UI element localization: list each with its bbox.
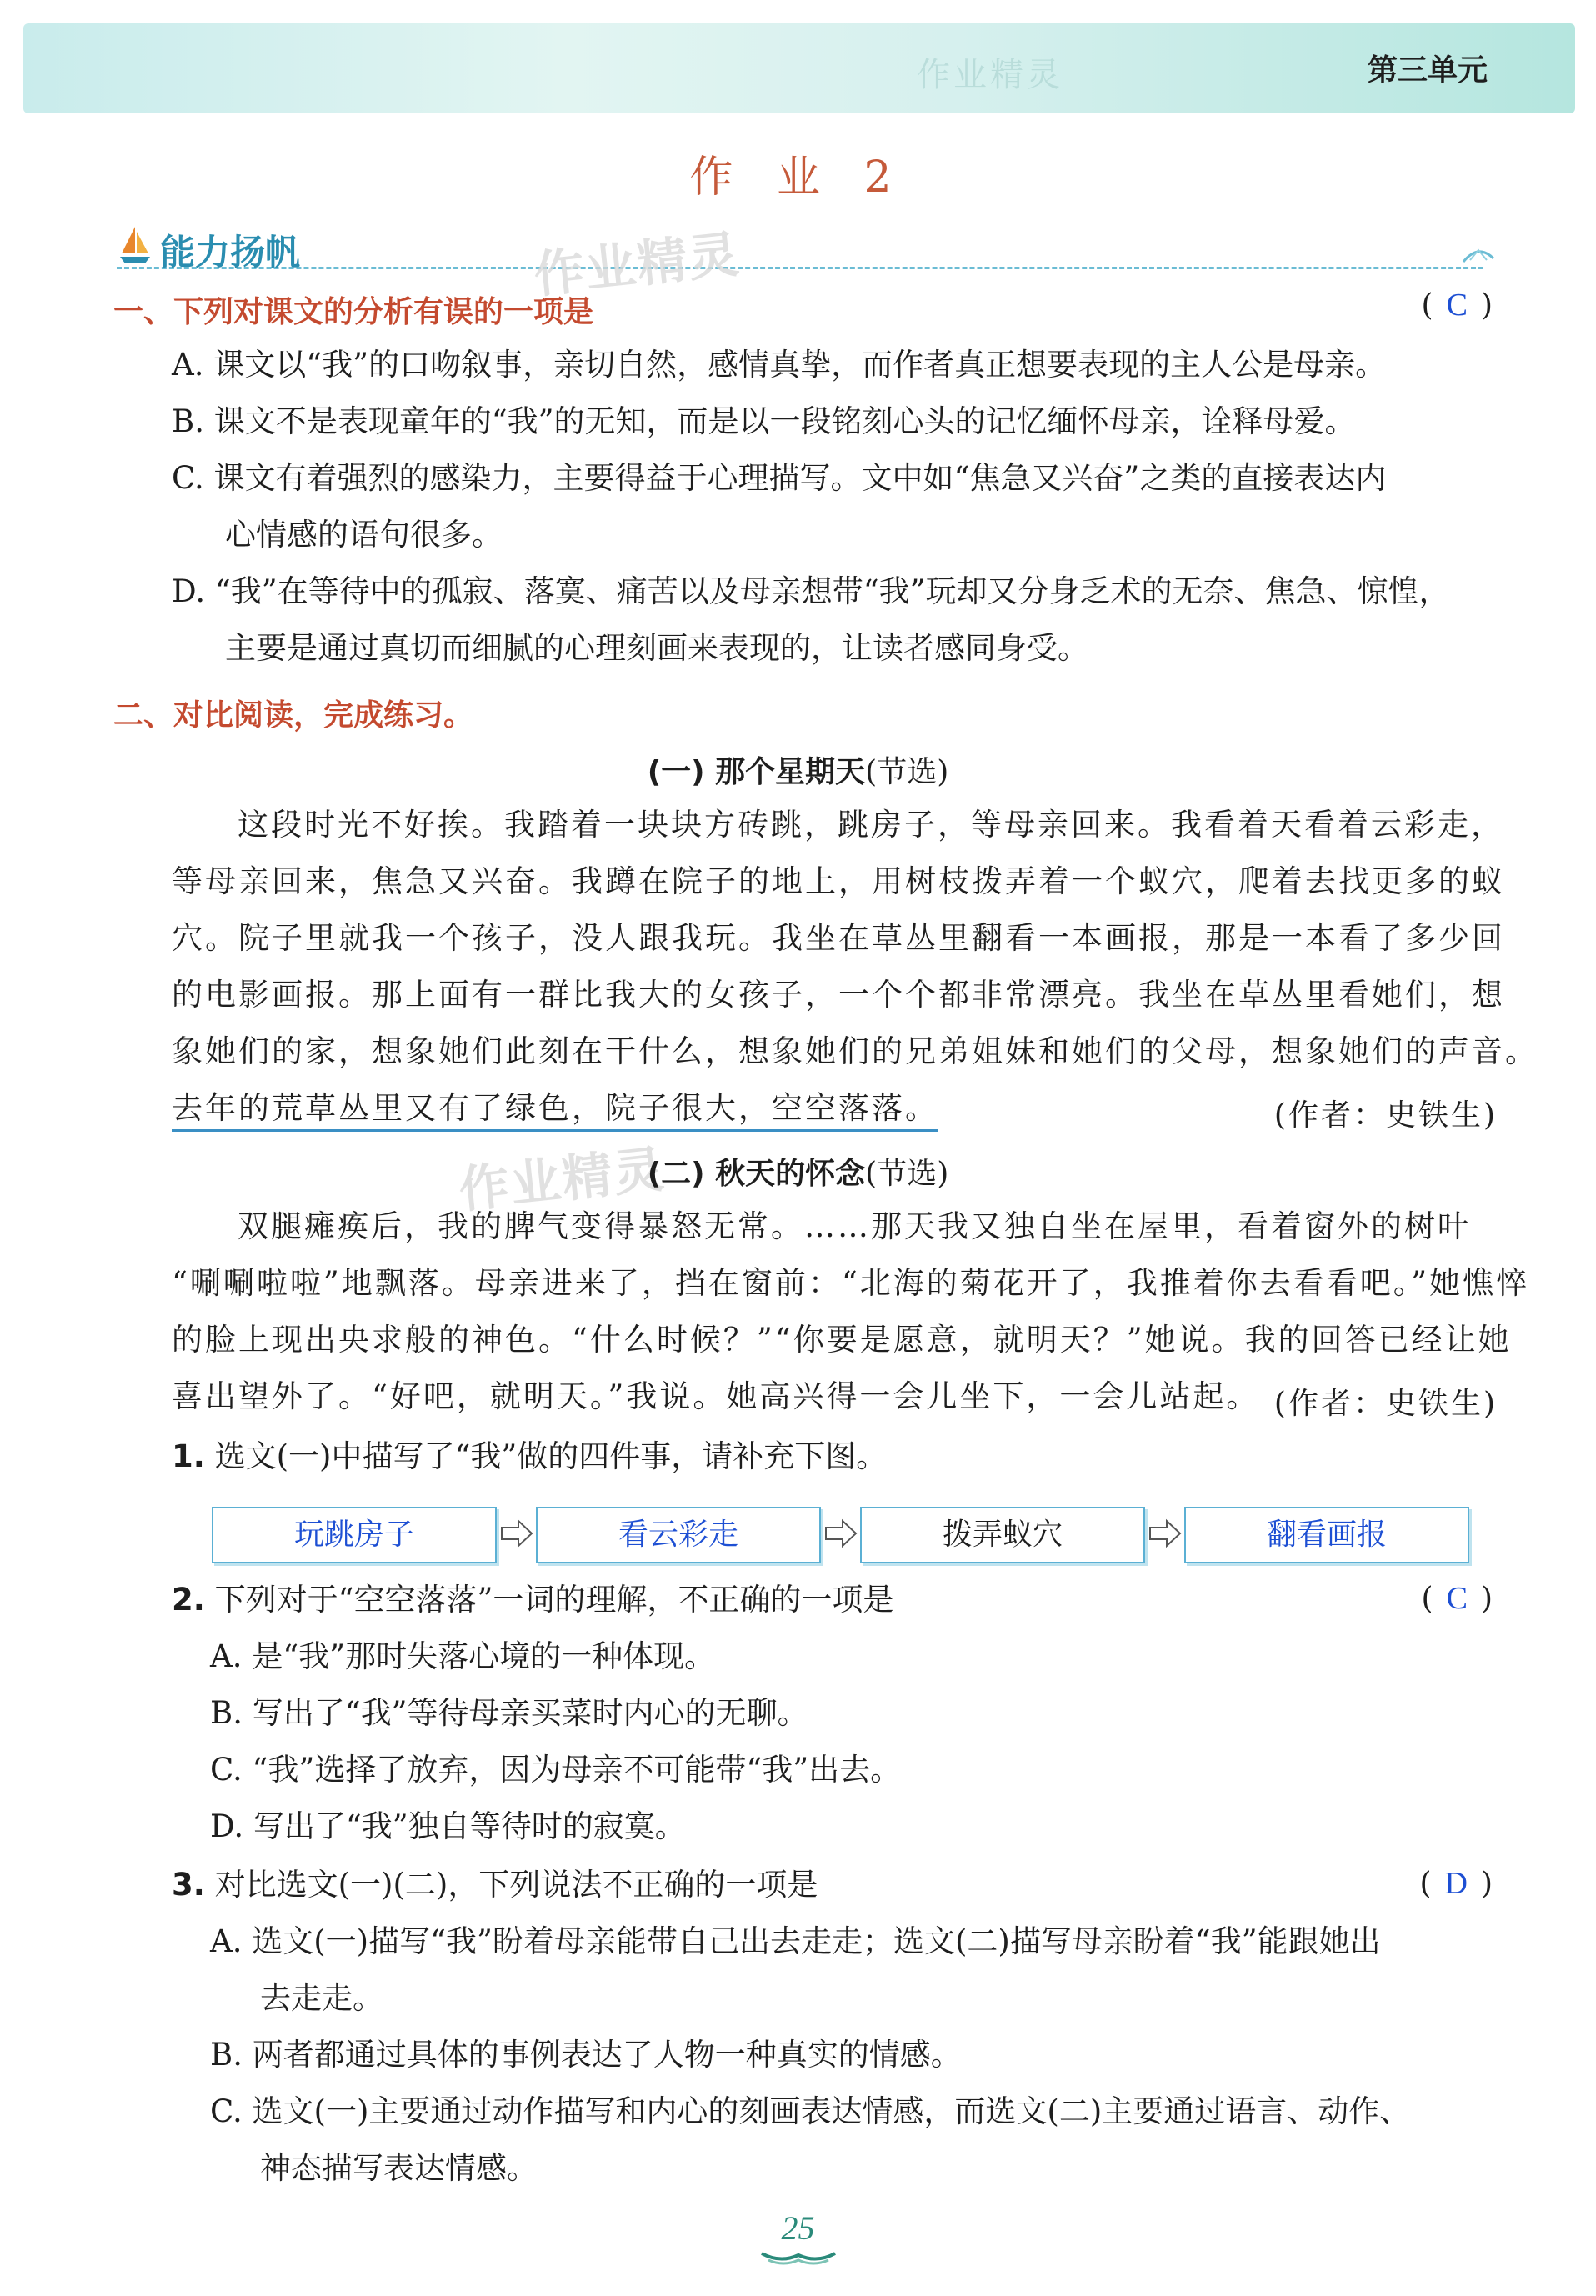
sub2-option: D. 写出了“我”独自等待时的寂寞。 [210,1808,686,1844]
passage1-line: 的电影画报。那上面有一群比我大的女孩子，一个个都非常漂亮。我坐在草丛里看她们，想 [172,977,1505,1013]
sub1-text: 选文(一)中描写了“我”做的四件事，请补充下图。 [214,1438,888,1474]
sub2-option: B. 写出了“我”等待母亲买菜时内心的无聊。 [210,1695,808,1731]
arrow-right-icon [824,1518,858,1548]
sub3-option: C. 选文(一)主要通过动作描写和内心的刻画表达情感，而选文(二)主要通过语言、动作、 [210,2093,1411,2129]
q1-option: D. “我”在等待中的孤寂、落寞、痛苦以及母亲想带“我”玩却又分身乏术的无奈、焦急、惊惶， [172,573,1450,609]
flow-box-3: 拨弄蚁穴 [860,1507,1145,1563]
passage2-line: 喜出望外了。“好吧，就明天。”我说。她高兴得一会儿坐下，一会儿站起。 [172,1378,1260,1414]
sub2-number: 2. [172,1582,205,1618]
passage2-author: (作者：史铁生) [1273,1387,1498,1421]
section-label: 能力扬帆 [160,232,301,273]
sub1-number: 1. [172,1438,205,1474]
sub2-answer-value: C [1446,1581,1473,1616]
sub2-text: 下列对于“空空落落”一词的理解，不正确的一项是 [214,1582,894,1618]
passage1-line: 这段时光不好挨。我踏着一块块方砖跳，跳房子，等母亲回来。我看着天看着云彩走， [238,807,1504,843]
flow-box-1: 玩跳房子 [212,1507,497,1563]
q1-option-cont: 心情感的语句很多。 [225,517,503,553]
section-heading [117,225,1483,273]
sub2-question [172,1577,893,1623]
q1-answer-value: C [1446,288,1473,323]
sub3-question [172,1862,818,1908]
passage1-line: 象她们的家，想象她们此刻在干什么，想象她们的兄弟姐妹和她们的父母，想象她们的声音。 [172,1033,1538,1069]
sub1-question [172,1433,887,1480]
page-number: 25 [781,2209,815,2247]
sub3-text: 对比选文(一)(二)，下列说法不正确的一项是 [214,1867,818,1903]
q1-title: 一、下列对课文的分析有误的一项是 [113,295,594,329]
header-watermark: 作业精灵 [917,56,1063,94]
q1-option: C. 课文有着强烈的感染力，主要得益于心理描写。文中如“焦急又兴奋”之类的直接表达内 [172,460,1387,496]
flow-box-2: 看云彩走 [536,1507,821,1563]
watermark: 作业精灵 [531,225,743,305]
sub3-option-cont: 神态描写表达情感。 [260,2150,538,2186]
arrow-right-icon [1148,1518,1182,1548]
sub3-option: A. 选文(一)描写“我”盼着母亲能带自己出去走走；选文(二)描写母亲盼着“我”能跟她出 [210,1923,1381,1959]
passage2-line: “唰唰啦啦”地飘落。母亲进来了，挡在窗前：“北海的菊花开了，我推着你去看看吧。”她憔悴 [172,1265,1530,1301]
sub2-option: A. 是“我”那时失落心境的一种体现。 [210,1638,716,1674]
passage2-line: 双腿瘫痪后，我的脾气变得暴怒无常。……那天我又独自坐在屋里，看着窗外的树叶 [238,1208,1471,1244]
q2-title: 二、对比阅读，完成练习。 [113,698,474,733]
passage2-title [0,1150,1596,1193]
book-icon [760,2250,837,2267]
arrow-right-icon [500,1518,533,1548]
passage2-title-text: (二) 秋天的怀念 [647,1157,866,1191]
q1-answer: ( C ) [1421,288,1498,323]
watermark: 作业精灵 [456,1140,668,1220]
underlined-phrase: 去年的荒草丛里又有了绿色，院子很大，空空落落。 [172,1090,938,1132]
passage1-author: (作者：史铁生) [1273,1098,1498,1133]
sub3-option: B. 两者都通过具体的事例表达了人物一种真实的情感。 [210,2037,962,2073]
passage1-note: (节选) [865,755,949,789]
passage2-note: (节选) [865,1157,949,1191]
q1-option-cont: 主要是通过真切而细腻的心理刻画来表现的，让读者感同身受。 [225,630,1088,666]
sub3-answer-value: D [1444,1866,1473,1901]
passage1-line: 等母亲回来，焦急又兴奋。我蹲在院子的地上，用树枝拨弄着一个蚁穴，爬着去找更多的蚁 [172,863,1505,899]
flow-box-4: 翻看画报 [1184,1507,1469,1563]
sub3-number: 3. [172,1867,205,1903]
header-band [23,23,1575,113]
homework-title: 作 业 2 [689,153,907,203]
passage1-line: 穴。院子里就我一个孩子，没人跟我玩。我坐在草丛里翻看一本画报，那是一本看了多少回 [172,920,1505,956]
q1-option: B. 课文不是表现童年的“我”的无知，而是以一段铭刻心头的记忆缅怀母亲，诠释母爱。 [172,403,1356,439]
sub3-option-cont: 去走走。 [260,1980,383,2016]
sub3-answer: ( D ) [1419,1866,1498,1901]
swoosh-icon [1462,240,1495,265]
unit-label: 第三单元 [1367,53,1488,88]
passage1-line-last [172,1085,938,1132]
passage1-title [0,748,1596,791]
sail-icon [117,225,153,265]
sub2-answer: ( C ) [1421,1581,1498,1616]
passage1-title-text: (一) 那个星期天 [647,755,866,789]
passage2-line: 的脸上现出央求般的神色。“什么时候？”“你要是愿意，就明天？”她说。我的回答已经让她 [172,1322,1512,1358]
q1-option: A. 课文以“我”的口吻叙事，亲切自然，感情真挚，而作者真正想要表现的主人公是母亲。 [172,347,1387,383]
sub2-option: C. “我”选择了放弃，因为母亲不可能带“我”出去。 [210,1752,902,1788]
